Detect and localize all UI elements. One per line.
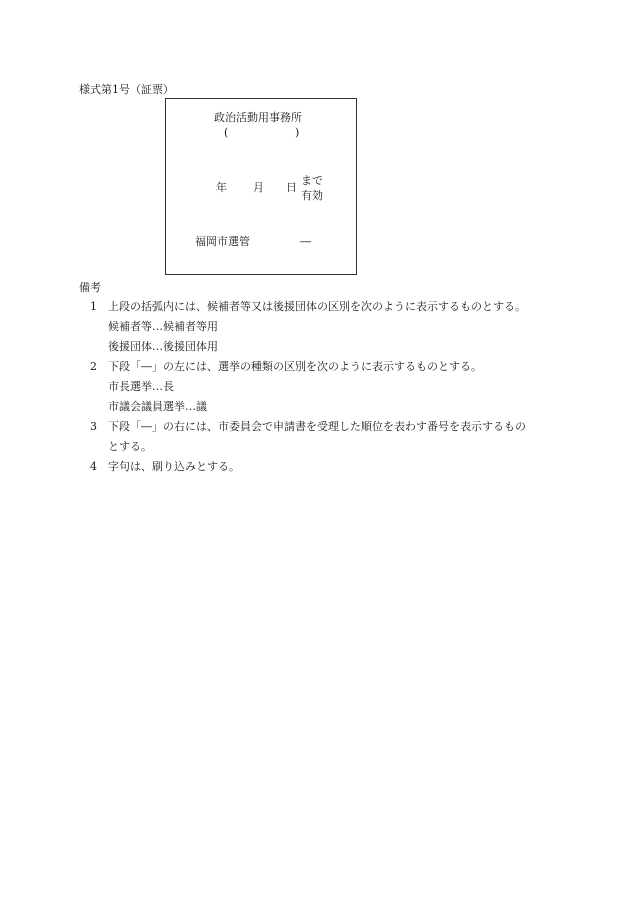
remark-number: 3 — [90, 420, 97, 433]
remark-sub-item: 市議会議員選挙…議 — [108, 400, 207, 413]
form-title: 様式第1号（証票） — [79, 83, 174, 96]
remark-number: 1 — [90, 300, 97, 313]
remark-text: 字句は、刷り込みとする。 — [108, 460, 240, 473]
remark-sub-item: 後援団体…後援団体用 — [108, 340, 218, 353]
remark-text-continued: とする。 — [108, 440, 152, 453]
certificate-heading: 政治活動用事務所 — [214, 111, 302, 124]
certificate-day-label: 日 — [286, 181, 297, 194]
certificate-year-label: 年 — [216, 181, 227, 194]
remark-sub-item: 市長選挙…長 — [108, 380, 174, 393]
certificate-paren-close: ) — [295, 126, 300, 139]
remark-number: 2 — [90, 360, 97, 373]
certificate-issuer: 福岡市選管 — [195, 235, 250, 248]
remark-text: 上段の括弧内には、候補者等又は後援団体の区別を次のように表示するものとする。 — [108, 300, 526, 313]
remark-text: 下段「―」の左には、選挙の種類の区別を次のように表示するものとする。 — [108, 360, 482, 373]
remark-number: 4 — [90, 460, 97, 473]
certificate-valid-label: 有効 — [301, 189, 323, 202]
remarks-heading: 備考 — [79, 281, 101, 294]
certificate-box — [165, 98, 357, 275]
certificate-month-label: 月 — [253, 181, 264, 194]
certificate-serial-dash: ― — [300, 235, 311, 248]
certificate-paren-open: ( — [224, 126, 229, 139]
certificate-until-label: まで — [301, 174, 323, 187]
remark-sub-item: 候補者等…候補者等用 — [108, 320, 218, 333]
remark-text: 下段「―」の右には、市委員会で申請書を受理した順位を表わす番号を表示するもの — [108, 420, 526, 433]
